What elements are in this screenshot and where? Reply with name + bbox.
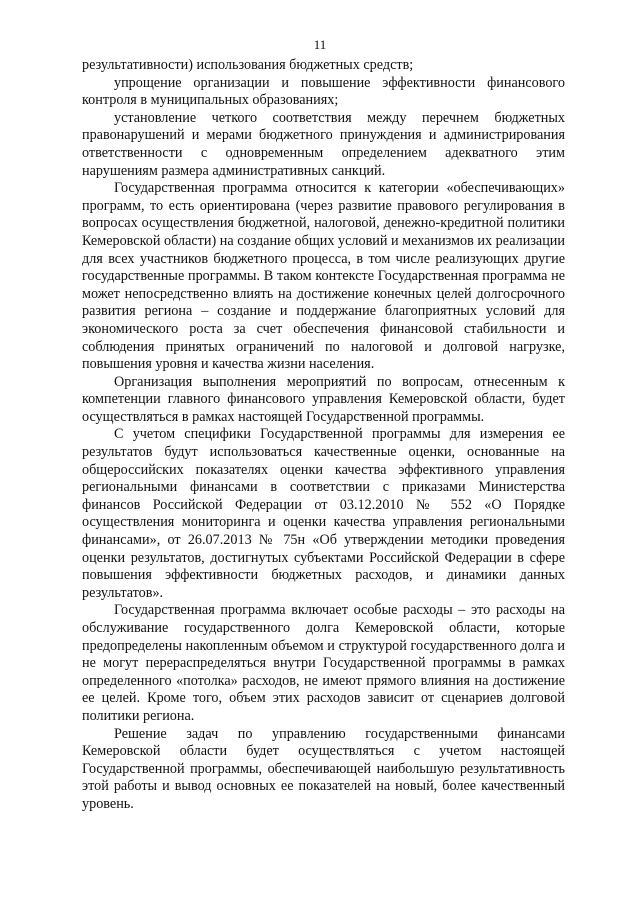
paragraph-3: установление четкого соответствия между перечнем бюджетных правонарушений и мерами бюджетного принуждения и администрирования ответственности с одновременным определением адекватного этим нарушениям размера административных санкций. (82, 109, 565, 179)
paragraph-6: С учетом специфики Государственной программы для измерения ее результатов будут использоваться качественные оценки, основанные на общероссийских показателях оценки качества эффективного управления региональными финансами в соответствии с приказами Министерства финансов Российской Федерации от 03.12.2010 № 552 «О Порядке осуществления мониторинга и оценки качества управления региональными финансами», от 26.07.2013 № 75н «Об утверждении методики проведения оценки результатов, достигнутых субъектами Российской Федерации в сфере повышения эффективности бюджетных расходов, и динамики данных результатов». (82, 426, 565, 601)
paragraph-7: Государственная программа включает особые расходы – это расходы на обслуживание государственного долга Кемеровской области, которые предопределены накопленным объемом и структурой государственного долга и не могут перераспределяться внутри Государственной программы в рамках определенного «потолка» расходов, не имеют прямого влияния на достижение ее целей. Кроме того, объем этих расходов зависит от сценариев долговой политики региона. (82, 602, 565, 724)
paragraph-1: результативности) использования бюджетных средств; (82, 57, 414, 73)
paragraph-8: Решение задач по управлению государственными финансами Кемеровской области будет осуществляться с учетом настоящей Государственной программы, обеспечивающей наибольшую результативность этой работы и вывод основных ее показателей на новый, более качественный уровень. (82, 725, 565, 812)
paragraph-2: упрощение организации и повышение эффективности финансового контроля в муниципальных образованиях; (82, 74, 565, 109)
document-body (82, 57, 565, 814)
page-number: 11 (313, 37, 327, 52)
paragraph-5: Организация выполнения мероприятий по вопросам, отнесенным к компетенции главного финансового управления Кемеровской области, будет осуществляться в рамках настоящей Государственной программы. (82, 373, 565, 425)
paragraph-4: Государственная программа относится к категории «обеспечивающих» программ, то есть ориентирована (через развитие правового регулирования в вопросах осуществления бюджетной, налоговой, денежно-кредитной политики Кемеровской области) на создание общих условий и механизмов их реализации для всех участников бюджетного процесса, в том числе реализующих другие государственные программы. В таком контексте Государственная программа не может непосредственно влиять на достижение конечных целей долгосрочного развития региона – создание и поддержание благоприятных условий для экономического роста за счет обеспечения финансовой стабильности и соблюдения принятых ограничений по налоговой и долговой нагрузке, повышения уровня и качества жизни населения. (82, 180, 565, 373)
